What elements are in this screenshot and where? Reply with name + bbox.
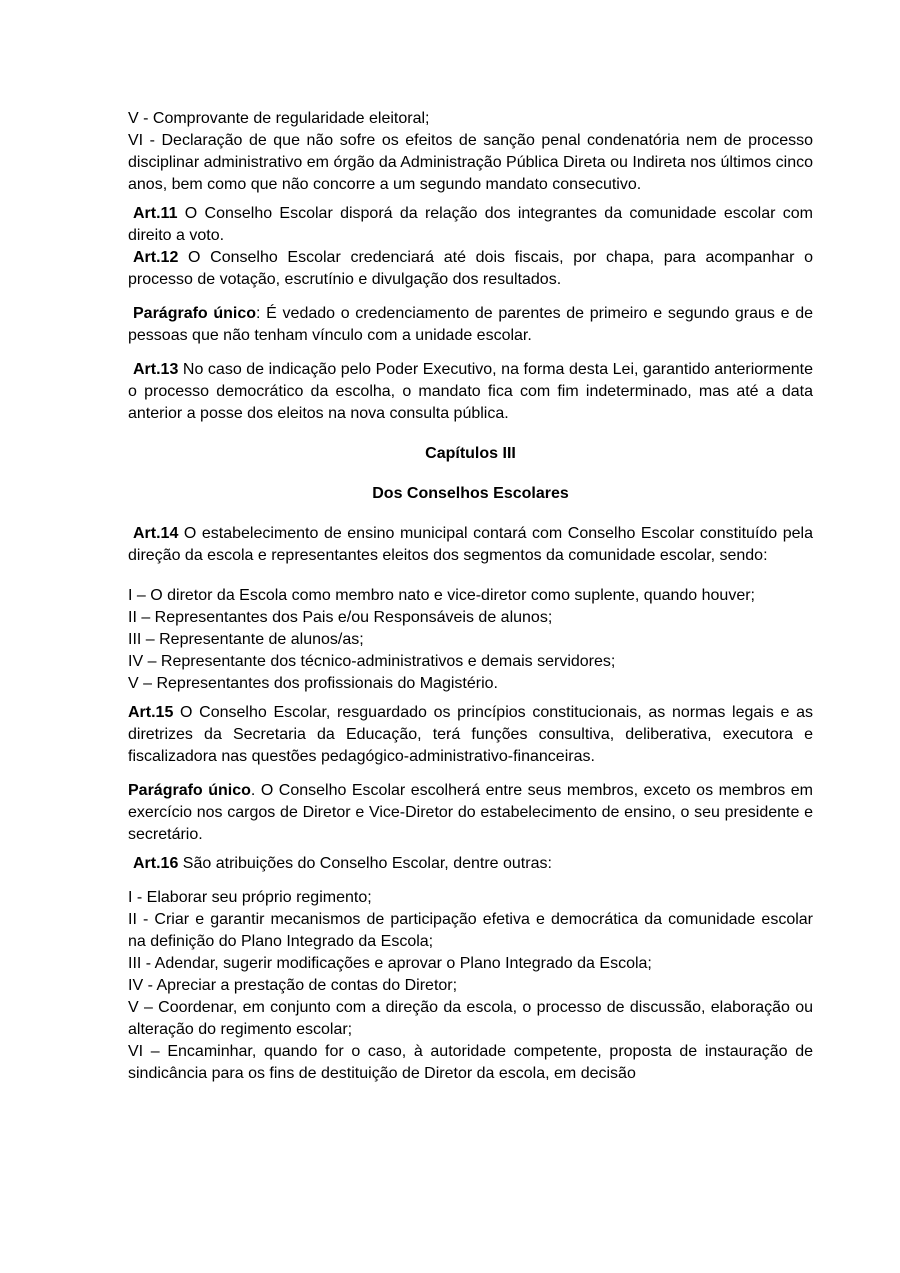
- article-15-label: Art.15: [128, 704, 174, 721]
- article-16-paragraph: [128, 853, 813, 875]
- article-11-label: Art.11: [133, 205, 178, 222]
- article-16-label: Art.16: [133, 855, 179, 872]
- chapter-heading: Capítulos III: [425, 445, 516, 462]
- intro-item-vi: VI - Declaração de que não sofre os efeitos de sanção penal condenatória nem de processo disciplinar administrativo em órgão da Administração Pública Direta ou Indireta nos últimos cinco anos, bem como que não concorre a um segundo mandato consecutivo.: [128, 132, 813, 193]
- list-item: I - Elaborar seu próprio regimento;: [128, 889, 372, 906]
- paragrafo-unico-2-label: Parágrafo único: [128, 782, 251, 799]
- article-15-paragraph: [128, 702, 813, 768]
- paragrafo-unico-2: [128, 780, 813, 846]
- list-item: IV – Representante dos técnico-administrativos e demais servidores;: [128, 653, 616, 670]
- list-item: IV - Apreciar a prestação de contas do Diretor;: [128, 977, 458, 994]
- article-14-text: O estabelecimento de ensino municipal contará com Conselho Escolar constituído pela direção da escola e representantes eleitos dos segmentos da comunidade escolar, sendo:: [128, 525, 813, 564]
- article-14-item-list: [128, 585, 813, 695]
- paragrafo-unico-1: [128, 303, 813, 347]
- article-15-text: O Conselho Escolar, resguardado os princípios constitucionais, as normas legais e as diretrizes da Secretaria da Educação, terá funções consultiva, deliberativa, executora e fiscalizadora nas questões pedagógico-administrativo-financeiras.: [128, 704, 813, 765]
- article-13-text: No caso de indicação pelo Poder Executivo, na forma desta Lei, garantido anteriormente o processo democrático da escolha, o mandato fica com fim indeterminado, mas até a data anterior a posse dos eleitos na nova consulta pública.: [128, 361, 813, 422]
- paragrafo-unico-1-label: Parágrafo único: [133, 305, 257, 322]
- list-item: III – Representante de alunos/as;: [128, 631, 364, 648]
- article-16-item-list: [128, 887, 813, 1085]
- paragrafo-unico-2-text: . O Conselho Escolar escolherá entre seus membros, exceto os membros em exercício nos cargos de Diretor e Vice-Diretor do estabelecimento de ensino, o seu presidente e secretário.: [128, 782, 814, 843]
- list-item: V – Representantes dos profissionais do Magistério.: [128, 675, 498, 692]
- article-11-paragraph: [128, 203, 813, 247]
- list-item: III - Adendar, sugerir modificações e aprovar o Plano Integrado da Escola;: [128, 955, 652, 972]
- section-heading: Dos Conselhos Escolares: [372, 485, 569, 502]
- list-item: V – Coordenar, em conjunto com a direção da escola, o processo de discussão, elaboração ou alteração do regimento escolar;: [128, 999, 813, 1038]
- article-12-paragraph: [128, 247, 813, 291]
- paragrafo-unico-1-text: : É vedado o credenciamento de parentes de primeiro e segundo graus e de pessoas que não tenham vínculo com a unidade escolar.: [128, 305, 813, 344]
- article-11-text: O Conselho Escolar disporá da relação dos integrantes da comunidade escolar com direito a voto.: [128, 205, 813, 244]
- list-item: I – O diretor da Escola como membro nato e vice-diretor como suplente, quando houver;: [128, 587, 755, 604]
- list-item: II - Criar e garantir mecanismos de participação efetiva e democrática da comunidade escolar na definição do Plano Integrado da Escola;: [128, 911, 813, 950]
- list-item: II – Representantes dos Pais e/ou Responsáveis de alunos;: [128, 609, 553, 626]
- article-12-text: O Conselho Escolar credenciará até dois fiscais, por chapa, para acompanhar o processo de votação, escrutínio e divulgação dos resultados.: [128, 249, 813, 288]
- article-14-label: Art.14: [133, 525, 179, 542]
- article-16-text: São atribuições do Conselho Escolar, dentre outras:: [178, 855, 552, 872]
- intro-item-v: V - Comprovante de regularidade eleitoral;: [128, 110, 430, 127]
- article-14-paragraph: [128, 523, 813, 567]
- article-12-label: Art.12: [133, 249, 179, 266]
- list-item: VI – Encaminhar, quando for o caso, à autoridade competente, proposta de instauração de sindicância para os fins de destituição de Diretor da escola, em decisão: [128, 1043, 813, 1082]
- article-13-label: Art.13: [133, 361, 179, 378]
- article-13-paragraph: [128, 359, 813, 425]
